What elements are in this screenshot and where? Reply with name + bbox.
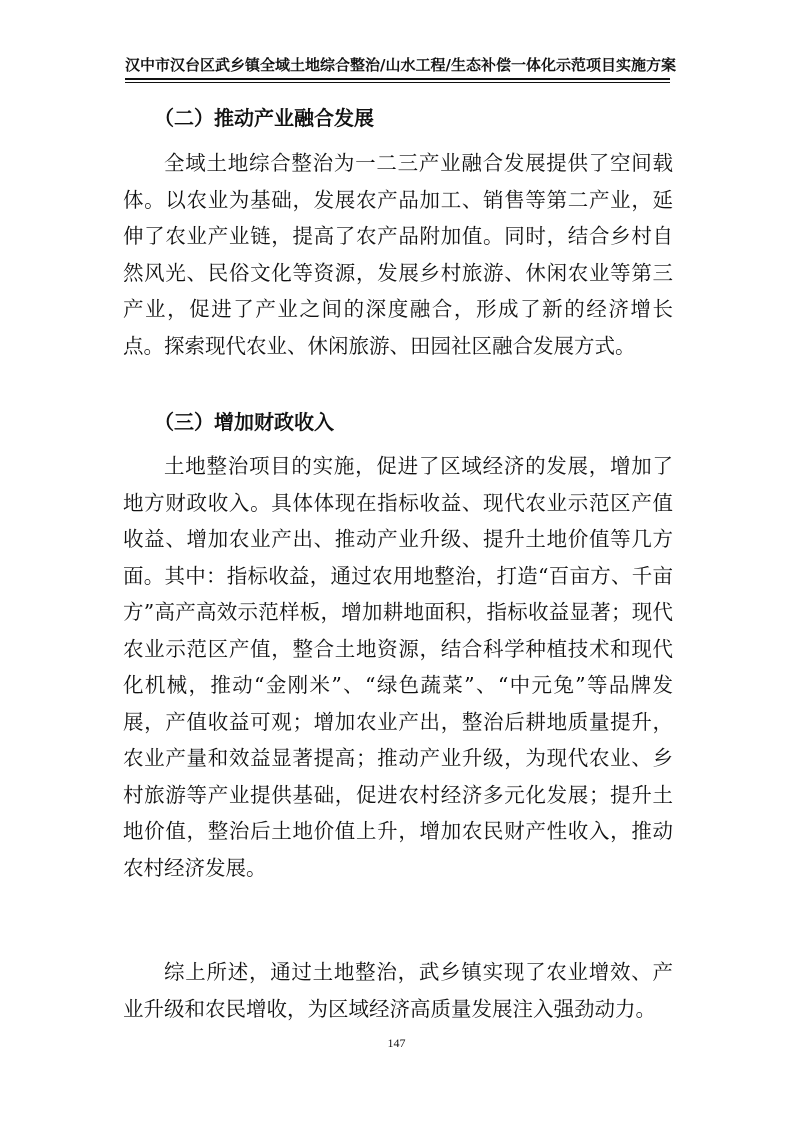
page-number: 147	[387, 1036, 406, 1050]
paragraph-fiscal-revenue: 土地整治项目的实施，促进了区域经济的发展，增加了地方财政收入。具体体现在指标收益、现代农业示范区产值收益、增加农业产出、推动产业升级、提升土地价值等几方面。其中：指标收益，通过农用地整治，打造“百亩方、千亩方”高产高效示范样板，增加耕地面积，指标收益显著；现代农业示范区产值，整合土地资源，结合科学种植技术和现代化机械，推动“金刚米”、“绿色蔬菜”、“中元兔”等品牌发展，产值收益可观；增加农业产出，整治后耕地质量提升，农业产量和效益显著提高；推动产业升级，为现代农业、乡村旅游等产业提供基础，促进农村经济多元化发展；提升土地价值，整治后土地价值上升，增加农民财产性收入，推动农村经济发展。	[123, 454, 673, 880]
header-rule-thin	[125, 82, 670, 83]
paragraph-industry-integration: 全域土地综合整治为一二三产业融合发展提供了空间载体。以农业为基础，发展农产品加工、销售等第二产业，延伸了农业产业链，提高了农产品附加值。同时，结合乡村自然风光、民俗文化等资源，发展乡村旅游、休闲农业等第三产业，促进了产业之间的深度融合，形成了新的经济增长点。探索现代农业、休闲旅游、田园社区融合发展方式。	[123, 151, 673, 358]
section-heading-fiscal-revenue: （三）增加财政收入	[154, 410, 334, 434]
running-header: 汉中市汉台区武乡镇全域土地综合整治/山水工程/生态补偿一体化示范项目实施方案	[125, 56, 676, 74]
paragraph-conclusion: 综上所述，通过土地整治，武乡镇实现了农业增效、产业升级和农民增收，为区域经济高质量发展注入强劲动力。	[123, 960, 673, 1021]
section-heading-industry-integration: （二）推动产业融合发展	[154, 106, 374, 130]
header-rule-thick	[125, 78, 670, 80]
